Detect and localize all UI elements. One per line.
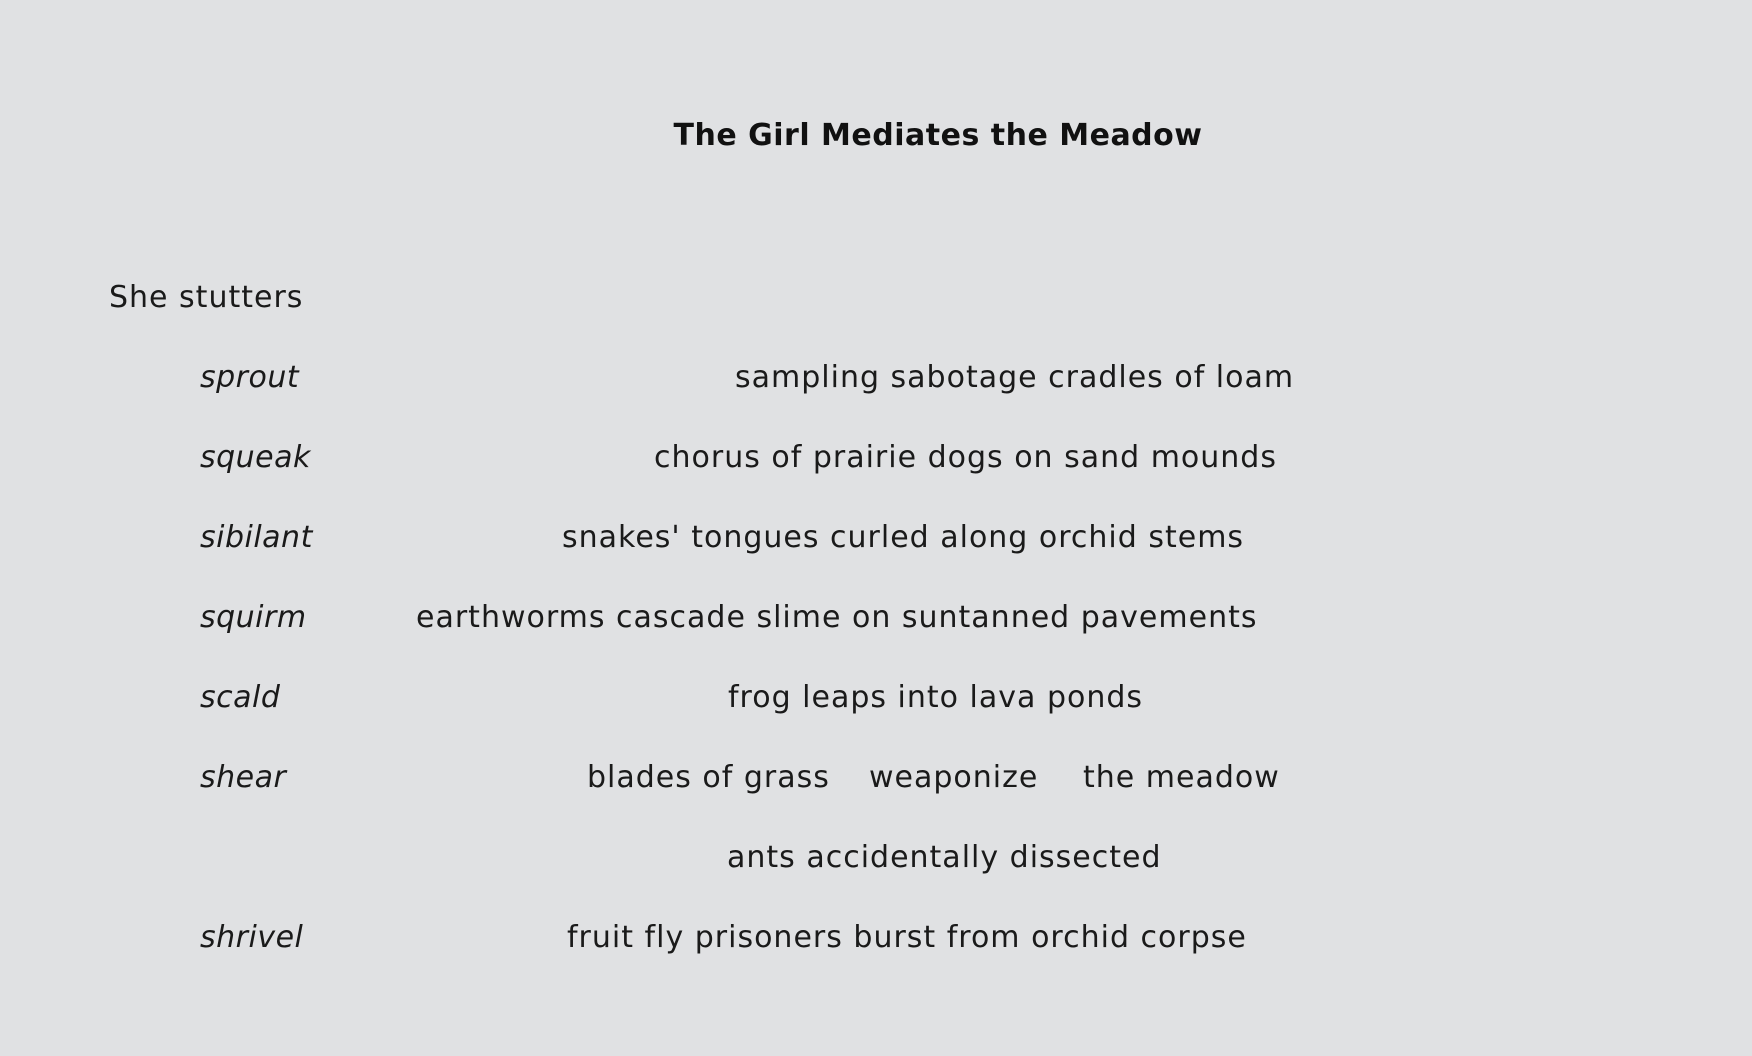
line-phrase: snakes' tongues curled along orchid stems bbox=[562, 520, 1245, 555]
line-phrase: earthworms cascade slime on suntanned pavements bbox=[416, 600, 1258, 635]
poem-line-squeak bbox=[0, 440, 1752, 480]
line-word: sibilant bbox=[200, 520, 313, 555]
poem-line-squirm bbox=[0, 600, 1752, 640]
line-word: shear bbox=[200, 760, 287, 795]
poem-line-scald bbox=[0, 680, 1752, 720]
poem-line-continuation bbox=[0, 840, 1752, 880]
line-phrase: ants accidentally dissected bbox=[727, 840, 1162, 875]
line-word: squeak bbox=[200, 440, 311, 475]
poem-title: The Girl Mediates the Meadow bbox=[673, 118, 1203, 153]
poem-line-sprout bbox=[0, 360, 1752, 400]
line-word: sprout bbox=[200, 360, 300, 395]
poem-line-sibilant bbox=[0, 520, 1752, 560]
line-phrase: weaponize bbox=[869, 760, 1039, 795]
line-phrase: the meadow bbox=[1083, 760, 1280, 795]
poem-line-shear bbox=[0, 760, 1752, 800]
line-phrase: frog leaps into lava ponds bbox=[728, 680, 1144, 715]
line-phrase: sampling sabotage cradles of loam bbox=[735, 360, 1295, 395]
line-phrase: fruit fly prisoners burst from orchid corpse bbox=[567, 920, 1247, 955]
line-word: scald bbox=[200, 680, 281, 715]
intro-line: She stutters bbox=[109, 280, 304, 315]
line-word: squirm bbox=[200, 600, 307, 635]
line-phrase: chorus of prairie dogs on sand mounds bbox=[654, 440, 1277, 475]
line-phrase: blades of grass bbox=[587, 760, 830, 795]
poem-line-shrivel bbox=[0, 920, 1752, 960]
line-word: shrivel bbox=[200, 920, 304, 955]
